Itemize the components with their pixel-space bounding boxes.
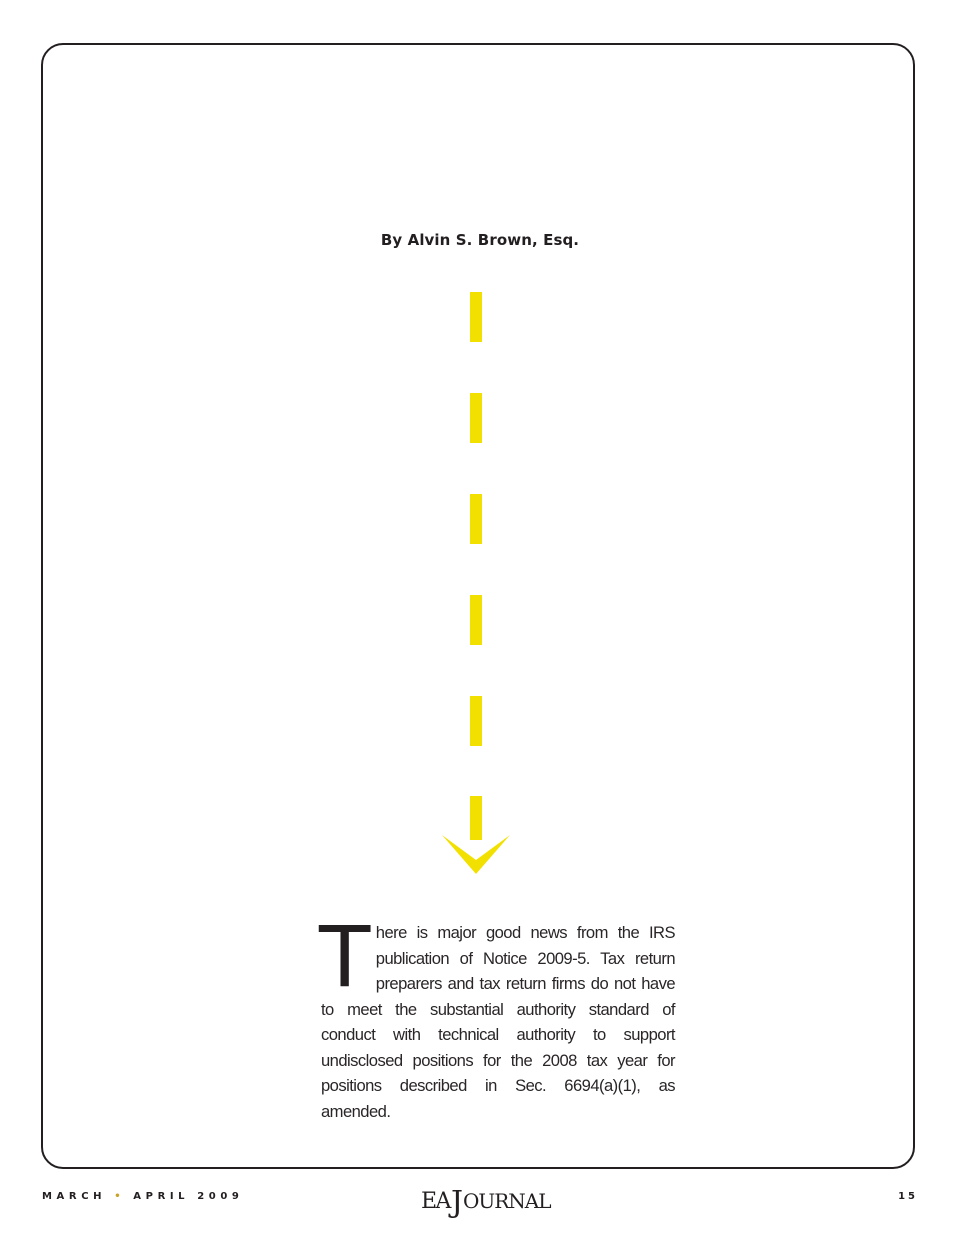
issue-month-year: APRIL 2009 bbox=[133, 1191, 244, 1202]
arrow-dash bbox=[470, 292, 482, 342]
page-number: 15 bbox=[898, 1191, 918, 1202]
arrow-dash bbox=[470, 595, 482, 645]
svg-text:OURNAL: OURNAL bbox=[463, 1189, 551, 1213]
issue-month: MARCH bbox=[42, 1191, 107, 1202]
arrow-dash bbox=[470, 696, 482, 746]
svg-text:EA: EA bbox=[421, 1189, 450, 1214]
journal-logo bbox=[421, 1185, 551, 1221]
arrow-shaft bbox=[470, 796, 482, 840]
arrow-dash bbox=[470, 494, 482, 544]
svg-text:J: J bbox=[451, 1185, 462, 1220]
lead-paragraph-text: here is major good news from the IRS publication of Notice 2009-5. Tax return preparers and tax return firms do not have to meet the substantial authority standard of conduct with technical authority to support undisclosed positions for the 2008 tax year for positions described in Sec. 6694(a)(1), as amended. bbox=[321, 923, 675, 1121]
dashed-down-arrow-icon bbox=[436, 290, 516, 880]
issue-date bbox=[42, 1191, 243, 1202]
arrow-dashes bbox=[470, 292, 482, 746]
page-footer bbox=[0, 1185, 960, 1220]
journal-logo-mark bbox=[421, 1185, 551, 1220]
drop-cap: T bbox=[319, 908, 370, 1006]
issue-separator: • bbox=[114, 1191, 126, 1202]
article-lead-paragraph bbox=[319, 908, 675, 1124]
article-byline: By Alvin S. Brown, Esq. bbox=[380, 231, 580, 249]
arrow-dash bbox=[470, 393, 482, 443]
arrow-head bbox=[442, 835, 510, 874]
